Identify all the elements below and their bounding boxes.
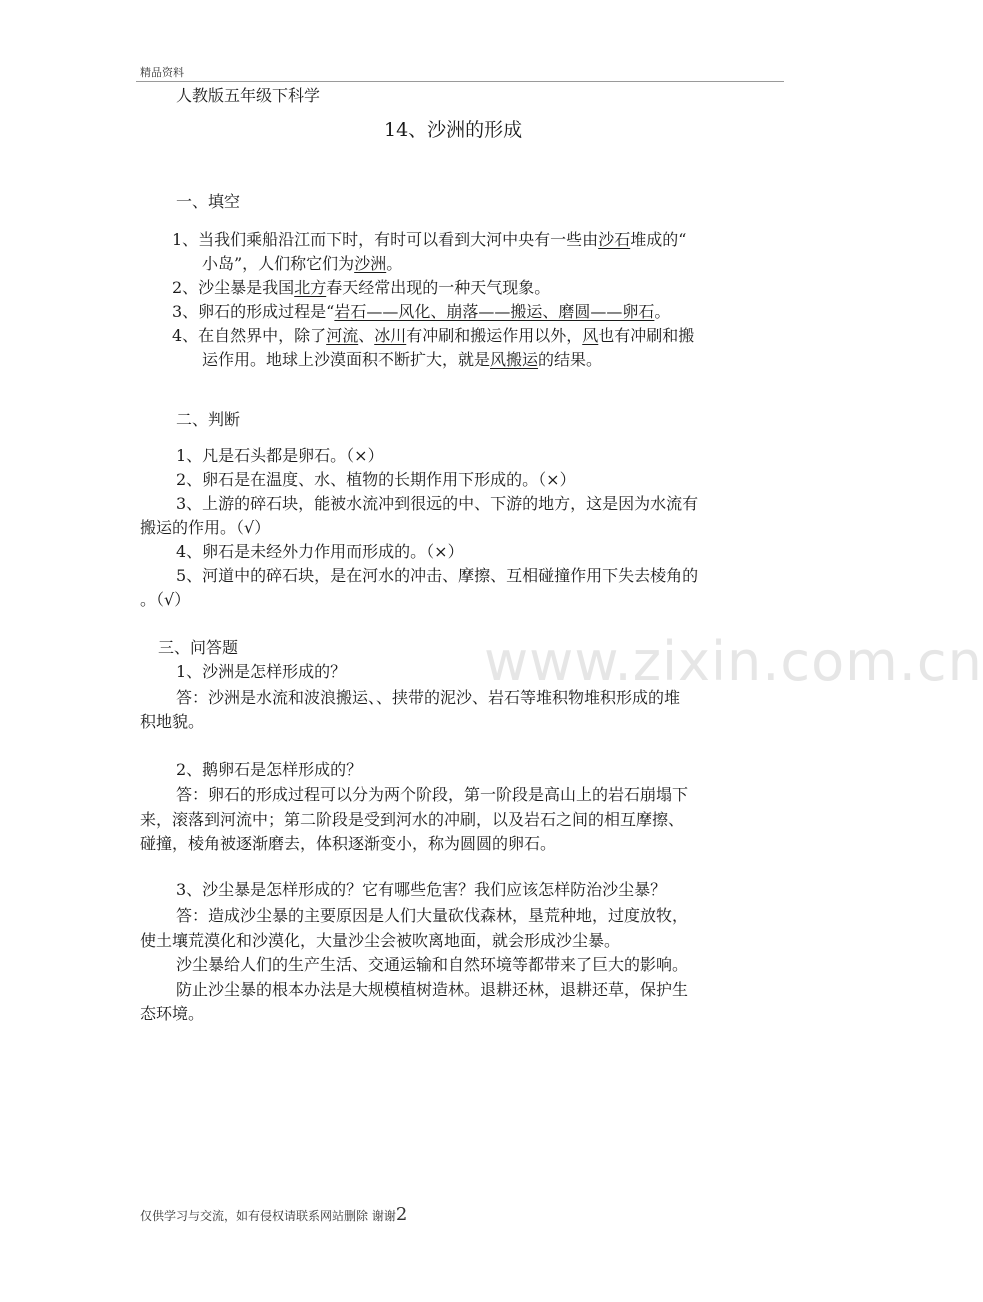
qa-q2-question: 2、鹅卵石是怎样形成的？	[176, 760, 363, 779]
fill-q4-answer-4: 风搬运	[490, 350, 539, 369]
fill-q4-text-b: 、	[358, 326, 375, 345]
judge-item-5-cont: 。（√）	[140, 590, 191, 609]
footer	[140, 1204, 407, 1225]
footer-text: 仅供学习与交流，如有侵权请联系网站删除 谢谢	[140, 1209, 396, 1223]
qa-q3-answer-line3: 沙尘暴给人们的生产生活、交通运输和自然环境等都带来了巨大的影响。	[176, 955, 689, 974]
judge-item-3: 3、上游的碎石块，能被水流冲到很远的中、下游的地方，这是因为水流有	[176, 494, 699, 513]
qa-q3-answer-line5: 态环境。	[140, 1004, 205, 1023]
header-label: 精品资料	[140, 66, 184, 79]
fill-q3	[172, 300, 670, 324]
header-rule	[136, 81, 784, 82]
fill-q4-text-c: 有冲刷和搬运作用以外，	[406, 326, 583, 345]
fill-q1-text-c: 小岛”，人们称它们为	[202, 254, 355, 273]
fill-q1-text-b: 堆成的“	[630, 230, 687, 249]
qa-q2-answer-line2: 来，滚落到河流中；第二阶段是受到河水的冲刷，以及岩石之间的相互摩擦、	[140, 810, 685, 829]
fill-q1-line1	[172, 228, 686, 252]
fill-q2-text-b: 春天经常出现的一种天气现象。	[326, 278, 551, 297]
qa-q3-answer-line4: 防止沙尘暴的根本办法是大规模植树造林。退耕还林，退耕还草，保护生	[176, 980, 689, 999]
qa-q2-answer-line3: 碰撞，棱角被逐渐磨去，体积逐渐变小，称为圆圆的卵石。	[140, 834, 557, 853]
document-subtitle: 人教版五年级下科学	[176, 86, 321, 105]
fill-q2-text-a: 2、沙尘暴是我国	[172, 278, 295, 297]
judge-item-5: 5、河道中的碎石块，是在河水的冲击、摩擦、互相碰撞作用下失去棱角的	[176, 566, 699, 585]
qa-q2-answer-line1: 答：卵石的形成过程可以分为两个阶段，第一阶段是高山上的岩石崩塌下	[176, 785, 689, 804]
fill-q4-text-d: 也有冲刷和搬	[598, 326, 695, 345]
page-number: 2	[395, 1204, 408, 1225]
fill-q4-text-f: 的结果。	[538, 350, 603, 369]
qa-q3-answer-line2: 使土壤荒漠化和沙漠化，大量沙尘会被吹离地面，就会形成沙尘暴。	[140, 931, 621, 950]
fill-q2	[172, 276, 550, 300]
qa-q1-answer-line2: 积地貌。	[140, 712, 205, 731]
fill-q4-text-e: 运作用。地球上沙漠面积不断扩大，就是	[202, 350, 491, 369]
section1-heading: 一、填空	[176, 192, 241, 211]
judge-item-2: 2、卵石是在温度、水、植物的长期作用下形成的。（×）	[176, 470, 576, 489]
fill-q2-answer: 北方	[294, 278, 327, 297]
fill-q4-answer-2: 冰川	[374, 326, 407, 345]
fill-q1-text-a: 1、当我们乘船沿江而下时，有时可以看到大河中央有一些由	[172, 230, 599, 249]
qa-q3-question: 3、沙尘暴是怎样形成的？它有哪些危害？我们应该怎样防治沙尘暴？	[176, 880, 667, 899]
judge-item-1: 1、凡是石头都是卵石。（×）	[176, 446, 384, 465]
watermark: www.zixin.com.cn	[484, 630, 983, 693]
fill-q4-answer-1: 河流	[326, 326, 359, 345]
document-title: 14、沙洲的形成	[384, 119, 523, 141]
fill-q3-answer: 岩石——风化、崩落——搬运、磨圆——卵石	[334, 302, 655, 321]
judge-item-3-cont: 搬运的作用。（√）	[140, 518, 271, 537]
fill-q4-line2	[202, 348, 602, 372]
judge-item-4: 4、卵石是未经外力作用而形成的。（×）	[176, 542, 464, 561]
fill-q4-answer-3: 风	[582, 326, 599, 345]
qa-q1-answer-line1: 答：沙洲是水流和波浪搬运、、挟带的泥沙、岩石等堆积物堆积形成的堆	[176, 688, 681, 707]
qa-q3-answer-line1: 答：造成沙尘暴的主要原因是人们大量砍伐森林，垦荒种地，过度放牧，	[176, 906, 689, 925]
fill-q3-text-b: 。	[654, 302, 671, 321]
section3-heading: 三、问答题	[158, 638, 239, 657]
fill-q1-answer-2: 沙洲	[354, 254, 387, 273]
fill-q1-answer-1: 沙石	[598, 230, 631, 249]
section2-heading: 二、判断	[176, 410, 241, 429]
qa-q1-question: 1、沙洲是怎样形成的？	[176, 662, 347, 681]
fill-q1-line2	[202, 252, 402, 276]
fill-q4-line1	[172, 324, 694, 348]
fill-q3-text-a: 3、卵石的形成过程是“	[172, 302, 335, 321]
fill-q4-text-a: 4、在自然界中，除了	[172, 326, 327, 345]
fill-q1-text-d: 。	[386, 254, 403, 273]
